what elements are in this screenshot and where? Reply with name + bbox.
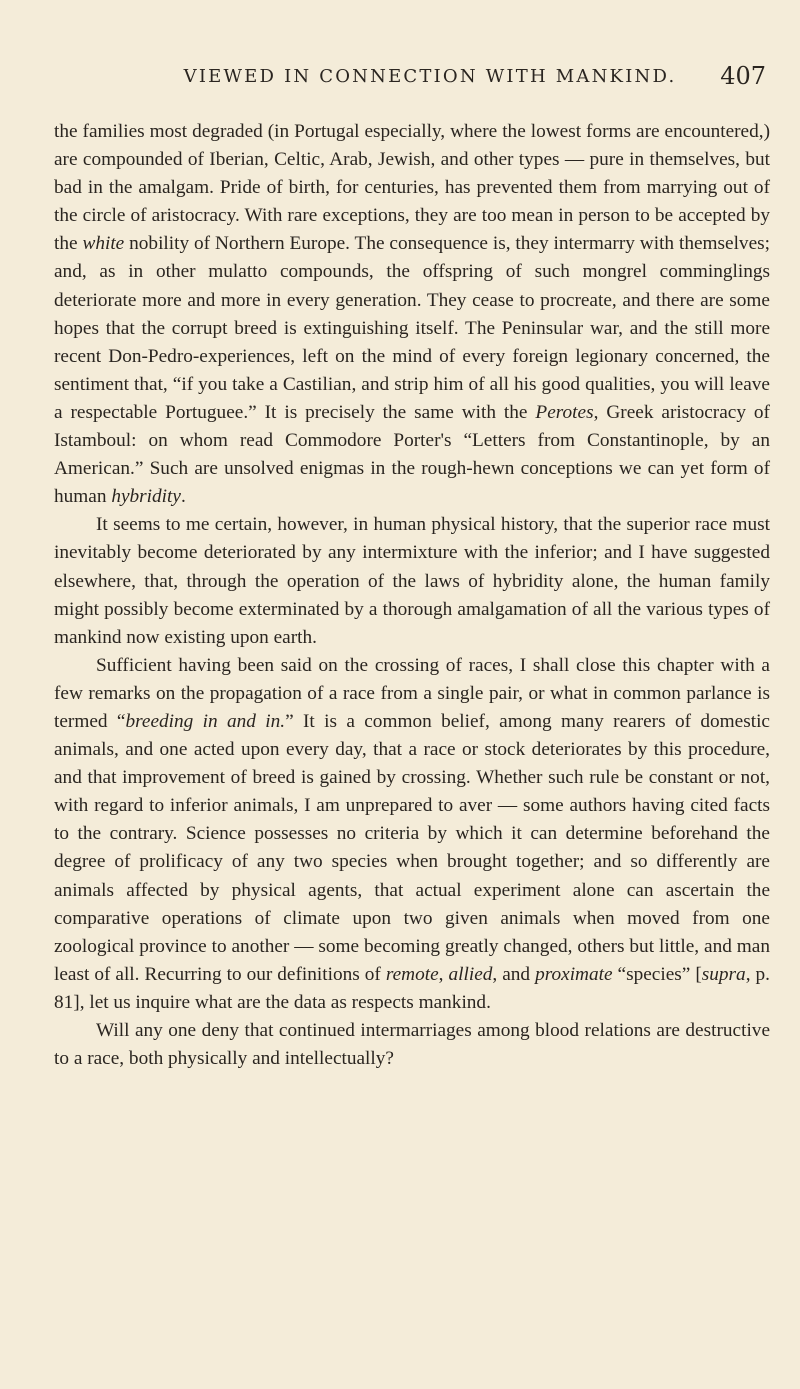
running-title: VIEWED IN CONNECTION WITH MANKIND. xyxy=(183,66,677,87)
running-head xyxy=(94,62,766,98)
paragraph-4: Will any one deny that continued intermarriages among blood relations are destructive to a race, both physically and intellectually? xyxy=(54,1020,770,1070)
emphasis-breeding: breeding in and in. xyxy=(125,710,286,732)
emphasis-supra: supra xyxy=(701,963,746,985)
emphasis-remote: remote xyxy=(385,963,439,985)
page-number: 407 xyxy=(720,62,766,90)
emphasis-proximate: proximate xyxy=(535,963,613,985)
paragraph-1: the families most degraded (in Portugal especially, where the lowest forms are encountered,) are compounded of Iberian, Celtic, Arab, Jewish, and other types — pure in themselves, but bad in the amalgam. Pride of birth, for centuries, has prevented them from marrying out of the circle of aristocracy. With rare exceptions, they are too mean in person to be accepted by the white nobility of Northern Europe. The consequence is, they intermarry with themselves; and, as in other mulatto compounds, the offspring of such mongrel comminglings deteriorate more and more in every generation. They cease to procreate, and there are some hopes that the corrupt breed is extinguishing itself. The Peninsular war, and the still more recent Don-Pedro-experiences, left on the mind of every foreign legionary concerned, the sentiment that, “if you take a Castilian, and strip him of all his good qualities, you will leave a respectable Portuguee.” It is precisely the same with the Perotes, Greek aristocracy of Istamboul: on whom read Commodore Porter's “Letters from Constantinople, by an American.” Such are unsolved enigmas in the rough-hewn conceptions we can yet form of human hybridity. xyxy=(54,121,770,508)
emphasis-allied: allied xyxy=(448,963,493,985)
paragraph-3: Sufficient having been said on the crossing of races, I shall close this chapter with a few remarks on the propagation of a race from a single pair, or what in common parlance is termed “breeding in and in.” It is a common belief, among many rearers of domestic animals, and one acted upon every day, that a race or stock deteriorates by this procedure, and that improvement of breed is gained by crossing. Whether such rule be constant or not, with regard to inferior animals, I am unprepared to aver — some authors having cited facts to the contrary. Science possesses no criteria by which it can determine beforehand the degree of prolificacy of any two species when brought together; and so differently are animals affected by physical agents, that actual experiment alone can ascertain the comparative operations of climate upon two given animals when moved from one zoological province to another — some becoming greatly changed, others but little, and man least of all. Recurring to our definitions of remote, allied, and proximate “species” [supra, p. 81], let us inquire what are the data as respects mankind. xyxy=(54,654,770,1013)
body-text xyxy=(54,118,770,1073)
emphasis-perotes: Perotes xyxy=(535,401,594,423)
paragraph-2: It seems to me certain, however, in human physical history, that the superior race must inevitably become deteriorated by any intermixture with the inferior; and I have suggested elsewhere, that, through the operation of the laws of hybridity alone, the human family might possibly become exterminated by a thorough amalgamation of all the various types of mankind now existing upon earth. xyxy=(54,514,770,648)
emphasis-white: white xyxy=(82,233,125,255)
emphasis-hybridity: hybridity xyxy=(111,486,181,508)
